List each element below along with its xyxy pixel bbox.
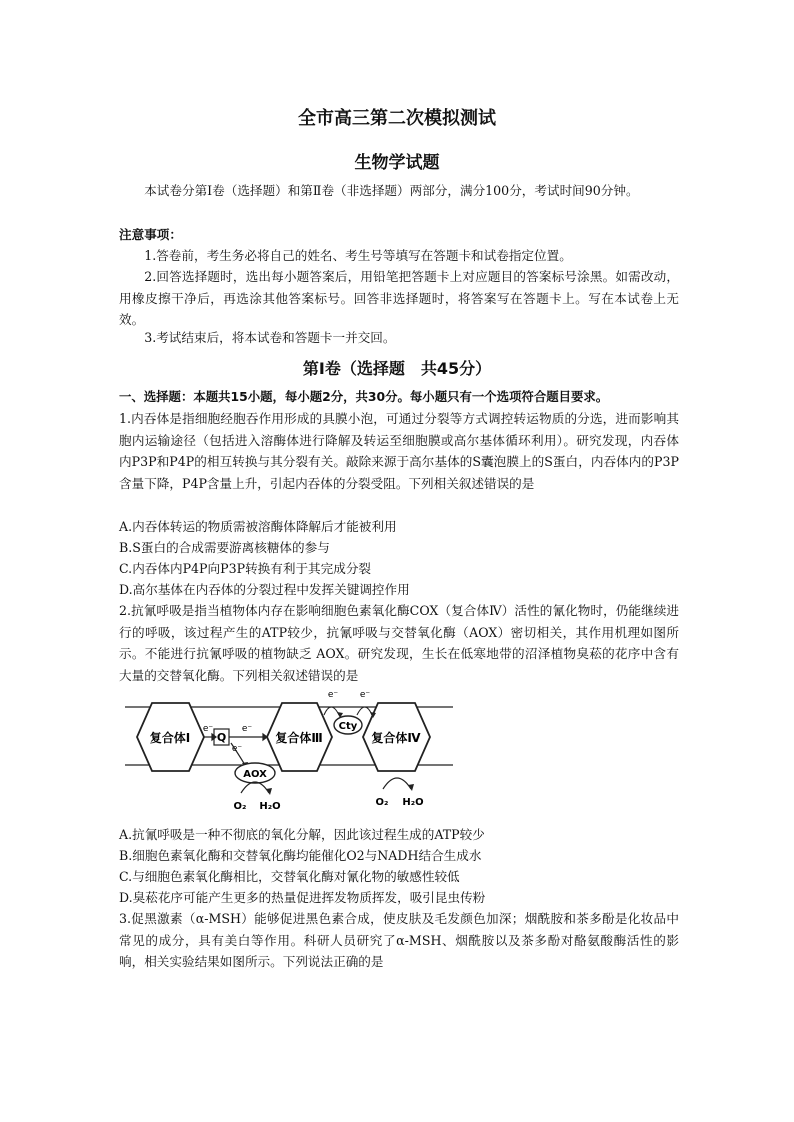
question-1-stem: 1.内吞体是指细胞经胞吞作用形成的具膜小泡，可通过分裂等方式调控转运物质的分选，进而影响其胞内运输途径（包括进入溶酶体进行降解及转运至细胞膜或高尔基体循环利用）。研究发现，内吞体内P3P和P4P的相互转换与其分裂有关。敲除来源于高尔基体的S囊泡膜上的S蛋白，内吞体内的P3P含量下降，P4P含量上升，引起内吞体的分裂受阻。下列相关叙述错误的是 [119,411,679,491]
electron-label-3: e⁻ [231,744,243,754]
complex-1-label: 复合体Ⅰ [149,731,191,745]
electron-label-5: e⁻ [359,690,371,700]
o2-label-complex4: O₂ [375,797,389,808]
question-2-option-d: D.臭菘花序可能产生更多的热量促进挥发物质挥发，吸引昆虫传粉 [119,890,486,905]
electron-label-1: e⁻ [202,724,214,734]
h2o-label-aox: H₂O [259,801,281,812]
question-1-option-c: C.内吞体内P4P向P3P转换有利于其完成分裂 [119,561,372,576]
question-2-option-c: C.与细胞色素氧化酶相比，交替氧化酶对氰化物的敏感性较低 [119,869,460,884]
exam-title: 全市高三第二次模拟测试 [298,108,496,129]
section-title: 第Ⅰ卷（选择题 共45分） [302,359,492,378]
notice-heading: 注意事项： [119,227,182,242]
notice-item-2: 2.回答选择题时，选出每小题答案后，用铅笔把答题卡上对应题目的答案标号涂黑。如需改动，用橡皮擦干净后，再选涂其他答案标号。回答非选择题时，将答案写在答题卡上。写在本试卷上无效。 [119,269,679,327]
question-1-option-a: A.内吞体转运的物质需被溶酶体降解后才能被利用 [119,519,397,534]
notice-item-3: 3.考试结束后，将本试卷和答题卡一并交回。 [144,330,396,345]
question-1-option-d: D.高尔基体在内吞体的分裂过程中发挥关键调控作用 [119,582,410,597]
q-label: Q [216,731,227,744]
question-2-option-b: B.细胞色素氧化酶和交替氧化酶均能催化O2与NADH结合生成水 [119,848,482,863]
part-heading: 一、选择题：本题共15小题，每小题2分，共30分。每小题只有一个选项符合题目要求。 [119,389,609,404]
aox-label: AOX [243,769,267,780]
h2o-label-complex4: H₂O [402,797,424,808]
complex-4-label: 复合体Ⅳ [371,731,421,745]
cty-label: Cty [338,721,358,732]
intro-text: 本试卷分第Ⅰ卷（选择题）和第Ⅱ卷（非选择题）两部分，满分100分，考试时间90分钟。 [144,183,639,198]
electron-label-2: e⁻ [241,724,253,734]
electron-label-4: e⁻ [327,690,339,700]
complex-3-label: 复合体Ⅲ [275,731,323,745]
antimycin-respiration-diagram [119,685,459,815]
question-1-option-b: B.S蛋白的合成需要游离核糖体的参与 [119,540,330,555]
o2-label-aox: O₂ [233,801,247,812]
notice-item-1: 1.答卷前，考生务必将自己的姓名、考生号等填写在答题卡和试卷指定位置。 [144,248,572,263]
question-2-stem: 2.抗氰呼吸是指当植物体内存在影响细胞色素氧化酶COX（复合体Ⅳ）活性的氰化物时，仍能继续进行的呼吸，该过程产生的ATP较少，抗氰呼吸与交替氧化酶（AOX）密切相关，其作用机理如图所示。不能进行抗氰呼吸的植物缺乏 AOX。研究发现，生长在低寒地带的沼泽植物臭菘的花序中含有大量的交替氧化酶。下列相关叙述错误的是 [119,603,679,683]
exam-subtitle: 生物学试题 [354,153,440,173]
question-2-option-a: A.抗氰呼吸是一种不彻底的氧化分解，因此该过程生成的ATP较少 [119,827,485,842]
question-3-stem: 3.促黑激素（α-MSH）能够促进黑色素合成，使皮肤及毛发颜色加深；烟酰胺和茶多酚是化妆品中常见的成分，具有美白等作用。科研人员研究了α-MSH、烟酰胺以及茶多酚对酪氨酸酶活性的影响，相关实验结果如图所示。下列说法正确的是 [119,911,679,969]
